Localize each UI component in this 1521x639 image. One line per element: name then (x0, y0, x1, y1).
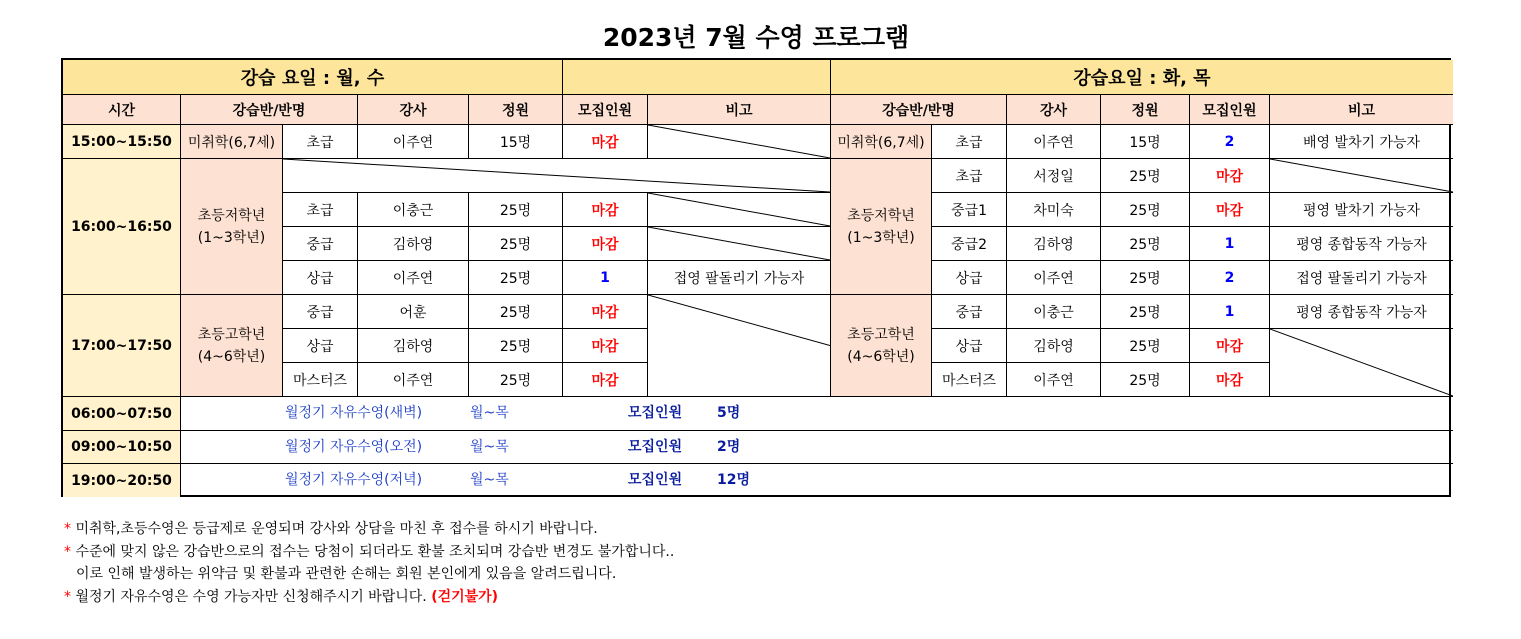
header-time: 시간 (63, 95, 181, 125)
capacity-cell: 25명 (1101, 193, 1190, 227)
capacity-cell: 25명 (1101, 261, 1190, 295)
recruit-cell: 1 (563, 261, 648, 295)
time-cell: 15:00~15:50 (63, 125, 181, 159)
recruit-cell: 마감 (1190, 363, 1270, 397)
remark-cell-empty (648, 295, 831, 397)
remark-cell: 접영 팔돌리기 가능자 (1270, 261, 1453, 295)
capacity-cell: 25명 (1101, 295, 1190, 329)
level-cell: 상급 (932, 329, 1007, 363)
teacher-cell: 김하영 (1007, 329, 1101, 363)
class-group-lower: 초등저학년 (1~3학년) (181, 159, 283, 295)
free-swim-row (181, 431, 1453, 464)
level-cell: 마스터즈 (932, 363, 1007, 397)
free-swim-time: 09:00~10:50 (63, 431, 181, 464)
header-recruit-right: 모집인원 (1190, 95, 1270, 125)
class-group-lower-right: 초등저학년 (1~3학년) (831, 159, 932, 295)
level-cell: 중급 (932, 295, 1007, 329)
remark-cell-empty (648, 227, 831, 261)
free-swim-count: 2명 (717, 439, 741, 455)
class-group-upper-right: 초등고학년 (4~6학년) (831, 295, 932, 397)
capacity-cell: 25명 (469, 261, 563, 295)
capacity-cell: 25명 (469, 363, 563, 397)
teacher-cell: 어훈 (358, 295, 469, 329)
level-cell: 마스터즈 (283, 363, 358, 397)
recruit-cell: 마감 (563, 363, 648, 397)
recruit-cell: 마감 (1190, 329, 1270, 363)
group-header-blank (563, 60, 831, 95)
teacher-cell: 김하영 (358, 227, 469, 261)
time-cell: 16:00~16:50 (63, 159, 181, 295)
recruit-cell: 마감 (1190, 159, 1270, 193)
remark-cell-empty (648, 193, 831, 227)
remark-cell: 평영 종합동작 가능자 (1270, 295, 1453, 329)
free-swim-label: 모집인원 (628, 439, 683, 455)
capacity-cell: 25명 (469, 193, 563, 227)
remark-cell-empty (648, 125, 831, 159)
free-swim-count: 12명 (717, 472, 751, 488)
free-swim-days: 월~목 (470, 439, 509, 455)
empty-row-cell (283, 159, 831, 193)
note-text: 수준에 맞지 않은 강습반으로의 접수는 당첨이 되더라도 환불 조치되며 강습반 변경도 불가합니다.. (75, 543, 675, 560)
remark-cell-empty (1270, 159, 1453, 193)
capacity-cell: 25명 (469, 329, 563, 363)
schedule-table (61, 58, 1451, 497)
remark-cell-empty (1270, 329, 1453, 397)
recruit-cell: 마감 (563, 329, 648, 363)
note-warning: (걷기불가) (431, 588, 499, 605)
group-header-tue-thu: 강습요일 : 화, 목 (831, 60, 1453, 95)
capacity-cell: 15명 (469, 125, 563, 159)
header-class-right: 강습반/반명 (831, 95, 1007, 125)
note-line (64, 518, 964, 541)
teacher-cell: 서정일 (1007, 159, 1101, 193)
teacher-cell: 이충근 (358, 193, 469, 227)
note-text: 월정기 자유수영은 수영 가능자만 신청해주시기 바랍니다. (75, 588, 427, 605)
page-title: 2023년 7월 수영 프로그램 (602, 23, 910, 52)
free-swim-name: 월정기 자유수영(오전) (285, 439, 423, 455)
note-text: 이로 인해 발생하는 위약금 및 환불과 관련한 손해는 회원 본인에게 있음을 알려드립니다. (76, 566, 617, 582)
level-cell: 초급 (932, 159, 1007, 193)
capacity-cell: 15명 (1101, 125, 1190, 159)
free-swim-row (181, 464, 1453, 497)
teacher-cell: 차미숙 (1007, 193, 1101, 227)
class-group-preschool: 미취학(6,7세) (181, 125, 283, 159)
notes-section (64, 518, 964, 608)
level-cell: 중급1 (932, 193, 1007, 227)
recruit-cell: 마감 (563, 227, 648, 261)
level-cell: 초급 (283, 125, 358, 159)
note-line (64, 586, 964, 609)
header-capacity-right: 정원 (1101, 95, 1190, 125)
free-swim-time: 06:00~07:50 (63, 397, 181, 431)
free-swim-label: 모집인원 (628, 405, 683, 421)
note-text: 미취학,초등수영은 등급제로 운영되며 강사와 상담을 마친 후 접수를 하시기 바랍니다. (75, 521, 598, 537)
recruit-cell: 2 (1190, 125, 1270, 159)
teacher-cell: 이주연 (1007, 261, 1101, 295)
recruit-cell: 1 (1190, 227, 1270, 261)
note-bullet: * (64, 521, 71, 537)
header-teacher: 강사 (358, 95, 469, 125)
level-cell: 중급 (283, 227, 358, 261)
remark-cell: 배영 발차기 가능자 (1270, 125, 1453, 159)
recruit-cell: 마감 (563, 295, 648, 329)
teacher-cell: 이주연 (1007, 363, 1101, 397)
teacher-cell: 이충근 (1007, 295, 1101, 329)
recruit-cell: 1 (1190, 295, 1270, 329)
level-cell: 초급 (283, 193, 358, 227)
note-bullet: * (64, 588, 71, 605)
free-swim-days: 월~목 (470, 472, 509, 488)
group-header-mon-wed: 강습 요일 : 월, 수 (63, 60, 563, 95)
free-swim-count: 5명 (717, 405, 741, 421)
capacity-cell: 25명 (1101, 363, 1190, 397)
header-teacher-right: 강사 (1007, 95, 1101, 125)
level-cell: 상급 (283, 329, 358, 363)
capacity-cell: 25명 (1101, 227, 1190, 261)
class-group-preschool-right: 미취학(6,7세) (831, 125, 932, 159)
time-cell: 17:00~17:50 (63, 295, 181, 397)
level-cell: 상급 (283, 261, 358, 295)
level-cell: 중급 (283, 295, 358, 329)
free-swim-name: 월정기 자유수영(저녁) (285, 472, 423, 488)
remark-cell: 평영 발차기 가능자 (1270, 193, 1453, 227)
teacher-cell: 이주연 (358, 125, 469, 159)
teacher-cell: 이주연 (358, 363, 469, 397)
recruit-cell: 마감 (563, 193, 648, 227)
free-swim-label: 모집인원 (628, 472, 683, 488)
teacher-cell: 김하영 (358, 329, 469, 363)
remark-cell: 접영 팔돌리기 가능자 (648, 261, 831, 295)
capacity-cell: 25명 (469, 227, 563, 261)
free-swim-days: 월~목 (470, 405, 509, 421)
remark-cell: 평영 종합동작 가능자 (1270, 227, 1453, 261)
teacher-cell: 김하영 (1007, 227, 1101, 261)
teacher-cell: 이주연 (358, 261, 469, 295)
capacity-cell: 25명 (1101, 159, 1190, 193)
teacher-cell: 이주연 (1007, 125, 1101, 159)
free-swim-row (181, 397, 1453, 431)
recruit-cell: 마감 (1190, 193, 1270, 227)
capacity-cell: 25명 (1101, 329, 1190, 363)
capacity-cell: 25명 (469, 295, 563, 329)
header-capacity: 정원 (469, 95, 563, 125)
header-recruit: 모집인원 (563, 95, 648, 125)
note-bullet: * (64, 543, 71, 560)
level-cell: 중급2 (932, 227, 1007, 261)
note-line (64, 563, 964, 586)
header-remark-right: 비고 (1270, 95, 1453, 125)
level-cell: 상급 (932, 261, 1007, 295)
free-swim-time: 19:00~20:50 (63, 464, 181, 497)
header-remark: 비고 (648, 95, 831, 125)
note-line (64, 541, 964, 564)
recruit-cell: 2 (1190, 261, 1270, 295)
recruit-cell: 마감 (563, 125, 648, 159)
level-cell: 초급 (932, 125, 1007, 159)
free-swim-name: 월정기 자유수영(새벽) (285, 405, 423, 421)
class-group-upper: 초등고학년 (4~6학년) (181, 295, 283, 397)
header-class: 강습반/반명 (181, 95, 358, 125)
